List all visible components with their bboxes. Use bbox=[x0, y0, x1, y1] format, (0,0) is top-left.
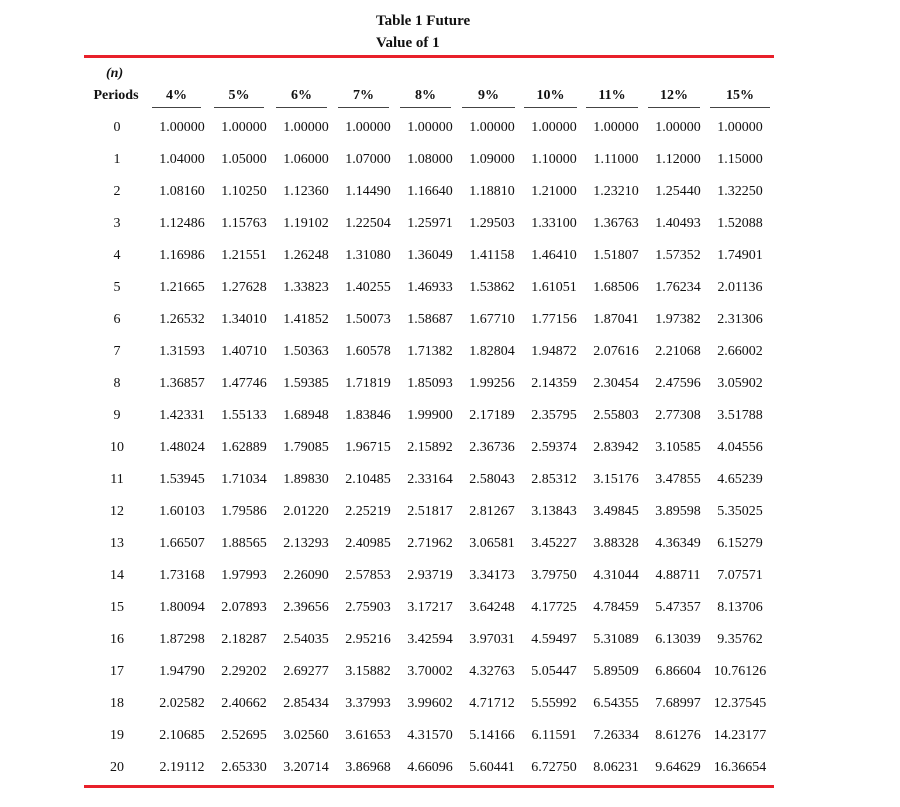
value-cell: 1.15763 bbox=[221, 216, 267, 231]
value-cell: 1.52088 bbox=[717, 216, 763, 231]
value-cell: 2.18287 bbox=[221, 632, 267, 647]
value-cell: 1.67710 bbox=[469, 312, 515, 327]
value-cell: 1.12486 bbox=[159, 216, 205, 231]
value-cell: 1.71819 bbox=[345, 376, 391, 391]
value-cell: 2.47596 bbox=[655, 376, 701, 391]
value-cell: 2.52695 bbox=[221, 728, 267, 743]
value-cell: 1.53945 bbox=[159, 472, 205, 487]
value-cell: 1.08000 bbox=[407, 152, 453, 167]
value-cell: 8.06231 bbox=[593, 760, 639, 775]
value-cell: 1.96715 bbox=[345, 440, 391, 455]
value-cell: 1.23210 bbox=[593, 184, 639, 199]
value-cell: 1.41158 bbox=[469, 248, 515, 263]
value-cell: 3.34173 bbox=[469, 568, 515, 583]
value-cell: 1.60103 bbox=[159, 504, 205, 519]
value-cell: 2.21068 bbox=[655, 344, 701, 359]
period-cell: 11 bbox=[110, 472, 124, 487]
value-cell: 1.16640 bbox=[407, 184, 453, 199]
table-row bbox=[0, 272, 900, 304]
value-cell: 2.36736 bbox=[469, 440, 515, 455]
period-cell: 7 bbox=[113, 344, 121, 359]
value-cell: 6.13039 bbox=[655, 632, 701, 647]
value-cell: 1.94872 bbox=[531, 344, 577, 359]
value-cell: 5.31089 bbox=[593, 632, 639, 647]
value-cell: 1.04000 bbox=[159, 152, 205, 167]
value-cell: 3.05902 bbox=[717, 376, 763, 391]
table-row bbox=[0, 400, 900, 432]
rate-header-7: 11% bbox=[586, 88, 638, 108]
value-cell: 2.10685 bbox=[159, 728, 205, 743]
table-row bbox=[0, 496, 900, 528]
period-cell: 3 bbox=[113, 216, 121, 231]
value-cell: 7.26334 bbox=[593, 728, 639, 743]
value-cell: 1.00000 bbox=[655, 120, 701, 135]
value-cell: 1.79586 bbox=[221, 504, 267, 519]
period-cell: 20 bbox=[110, 760, 124, 775]
value-cell: 1.53862 bbox=[469, 280, 515, 295]
value-cell: 1.36763 bbox=[593, 216, 639, 231]
value-cell: 1.99900 bbox=[407, 408, 453, 423]
table-title bbox=[376, 10, 470, 54]
value-cell: 1.99256 bbox=[469, 376, 515, 391]
value-cell: 3.51788 bbox=[717, 408, 763, 423]
value-cell: 1.36857 bbox=[159, 376, 205, 391]
value-cell: 2.31306 bbox=[717, 312, 763, 327]
value-cell: 1.32250 bbox=[717, 184, 763, 199]
table-row bbox=[0, 624, 900, 656]
value-cell: 1.61051 bbox=[531, 280, 577, 295]
value-cell: 1.00000 bbox=[221, 120, 267, 135]
value-cell: 3.88328 bbox=[593, 536, 639, 551]
value-cell: 2.66002 bbox=[717, 344, 763, 359]
value-cell: 1.51807 bbox=[593, 248, 639, 263]
value-cell: 2.39656 bbox=[283, 600, 329, 615]
bottom-rule bbox=[84, 785, 774, 788]
value-cell: 1.62889 bbox=[221, 440, 267, 455]
value-cell: 1.50363 bbox=[283, 344, 329, 359]
period-cell: 1 bbox=[113, 152, 121, 167]
value-cell: 5.47357 bbox=[655, 600, 701, 615]
table-row bbox=[0, 240, 900, 272]
table-title-line-2: Value of 1 bbox=[376, 35, 440, 51]
value-cell: 3.49845 bbox=[593, 504, 639, 519]
table-row bbox=[0, 688, 900, 720]
value-cell: 2.01220 bbox=[283, 504, 329, 519]
value-cell: 1.33100 bbox=[531, 216, 577, 231]
value-cell: 1.12360 bbox=[283, 184, 329, 199]
value-cell: 2.29202 bbox=[221, 664, 267, 679]
value-cell: 2.71962 bbox=[407, 536, 453, 551]
value-cell: 3.70002 bbox=[407, 664, 453, 679]
value-cell: 1.71382 bbox=[407, 344, 453, 359]
value-cell: 2.19112 bbox=[159, 760, 205, 775]
value-cell: 4.78459 bbox=[593, 600, 639, 615]
value-cell: 1.18810 bbox=[469, 184, 515, 199]
rate-header-4: 8% bbox=[400, 88, 451, 108]
value-cell: 1.77156 bbox=[531, 312, 577, 327]
value-cell: 2.57853 bbox=[345, 568, 391, 583]
value-cell: 2.30454 bbox=[593, 376, 639, 391]
value-cell: 6.54355 bbox=[593, 696, 639, 711]
table-row bbox=[0, 176, 900, 208]
value-cell: 2.07616 bbox=[593, 344, 639, 359]
value-cell: 5.89509 bbox=[593, 664, 639, 679]
value-cell: 2.07893 bbox=[221, 600, 267, 615]
value-cell: 2.59374 bbox=[531, 440, 577, 455]
value-cell: 1.55133 bbox=[221, 408, 267, 423]
value-cell: 4.31570 bbox=[407, 728, 453, 743]
value-cell: 1.40493 bbox=[655, 216, 701, 231]
table-row bbox=[0, 208, 900, 240]
value-cell: 1.48024 bbox=[159, 440, 205, 455]
period-cell: 2 bbox=[113, 184, 121, 199]
value-cell: 5.35025 bbox=[717, 504, 763, 519]
period-cell: 15 bbox=[110, 600, 124, 615]
value-cell: 8.61276 bbox=[655, 728, 701, 743]
period-cell: 5 bbox=[113, 280, 121, 295]
table-row bbox=[0, 656, 900, 688]
value-cell: 3.17217 bbox=[407, 600, 453, 615]
value-cell: 1.82804 bbox=[469, 344, 515, 359]
top-rule bbox=[84, 55, 774, 58]
value-cell: 1.00000 bbox=[469, 120, 515, 135]
value-cell: 2.35795 bbox=[531, 408, 577, 423]
value-cell: 3.37993 bbox=[345, 696, 391, 711]
value-cell: 2.14359 bbox=[531, 376, 577, 391]
value-cell: 3.99602 bbox=[407, 696, 453, 711]
value-cell: 14.23177 bbox=[713, 728, 767, 743]
value-cell: 1.09000 bbox=[469, 152, 515, 167]
n-label: (n) bbox=[106, 66, 124, 81]
value-cell: 2.02582 bbox=[159, 696, 205, 711]
value-cell: 1.21551 bbox=[221, 248, 267, 263]
rate-header-9: 15% bbox=[710, 88, 770, 108]
value-cell: 2.25219 bbox=[345, 504, 391, 519]
rate-header-0: 4% bbox=[152, 88, 201, 108]
value-cell: 3.89598 bbox=[655, 504, 701, 519]
value-cell: 3.02560 bbox=[283, 728, 329, 743]
table-row bbox=[0, 560, 900, 592]
value-cell: 1.26532 bbox=[159, 312, 205, 327]
value-cell: 5.55992 bbox=[531, 696, 577, 711]
value-cell: 1.97382 bbox=[655, 312, 701, 327]
value-cell: 2.51817 bbox=[407, 504, 453, 519]
value-cell: 1.00000 bbox=[345, 120, 391, 135]
value-cell: 1.31080 bbox=[345, 248, 391, 263]
value-cell: 1.74901 bbox=[717, 248, 763, 263]
rate-header-6: 10% bbox=[524, 88, 577, 108]
value-cell: 1.68948 bbox=[283, 408, 329, 423]
value-cell: 3.06581 bbox=[469, 536, 515, 551]
value-cell: 1.47746 bbox=[221, 376, 267, 391]
table-row bbox=[0, 144, 900, 176]
rate-header-3: 7% bbox=[338, 88, 389, 108]
value-cell: 16.36654 bbox=[713, 760, 767, 775]
value-cell: 1.21665 bbox=[159, 280, 205, 295]
value-cell: 1.83846 bbox=[345, 408, 391, 423]
value-cell: 1.05000 bbox=[221, 152, 267, 167]
value-cell: 1.10250 bbox=[221, 184, 267, 199]
table-title-line-1: Table 1 Future bbox=[376, 13, 471, 29]
value-cell: 4.71712 bbox=[469, 696, 515, 711]
value-cell: 4.59497 bbox=[531, 632, 577, 647]
table-row bbox=[0, 304, 900, 336]
value-cell: 1.06000 bbox=[283, 152, 329, 167]
value-cell: 2.77308 bbox=[655, 408, 701, 423]
value-cell: 3.61653 bbox=[345, 728, 391, 743]
value-cell: 1.29503 bbox=[469, 216, 515, 231]
table-row bbox=[0, 112, 900, 144]
value-cell: 1.12000 bbox=[655, 152, 701, 167]
value-cell: 1.68506 bbox=[593, 280, 639, 295]
rate-header-2: 6% bbox=[276, 88, 327, 108]
value-cell: 3.20714 bbox=[283, 760, 329, 775]
value-cell: 1.21000 bbox=[531, 184, 577, 199]
value-cell: 1.46410 bbox=[531, 248, 577, 263]
value-cell: 1.66507 bbox=[159, 536, 205, 551]
period-cell: 8 bbox=[113, 376, 121, 391]
value-cell: 4.88711 bbox=[655, 568, 701, 583]
rate-header-5: 9% bbox=[462, 88, 515, 108]
value-cell: 1.40710 bbox=[221, 344, 267, 359]
value-cell: 1.26248 bbox=[283, 248, 329, 263]
value-cell: 2.85434 bbox=[283, 696, 329, 711]
value-cell: 5.14166 bbox=[469, 728, 515, 743]
value-cell: 6.11591 bbox=[531, 728, 577, 743]
value-cell: 1.33823 bbox=[283, 280, 329, 295]
value-cell: 1.00000 bbox=[717, 120, 763, 135]
period-cell: 17 bbox=[110, 664, 124, 679]
value-cell: 4.31044 bbox=[593, 568, 639, 583]
value-cell: 3.10585 bbox=[655, 440, 701, 455]
value-cell: 1.46933 bbox=[407, 280, 453, 295]
table-row bbox=[0, 592, 900, 624]
value-cell: 1.60578 bbox=[345, 344, 391, 359]
value-cell: 2.33164 bbox=[407, 472, 453, 487]
value-cell: 3.45227 bbox=[531, 536, 577, 551]
value-cell: 4.32763 bbox=[469, 664, 515, 679]
value-cell: 1.87298 bbox=[159, 632, 205, 647]
value-cell: 4.36349 bbox=[655, 536, 701, 551]
value-cell: 1.00000 bbox=[407, 120, 453, 135]
value-cell: 1.25971 bbox=[407, 216, 453, 231]
value-cell: 1.76234 bbox=[655, 280, 701, 295]
value-cell: 2.40985 bbox=[345, 536, 391, 551]
value-cell: 1.80094 bbox=[159, 600, 205, 615]
value-cell: 2.93719 bbox=[407, 568, 453, 583]
value-cell: 6.86604 bbox=[655, 664, 701, 679]
value-cell: 3.13843 bbox=[531, 504, 577, 519]
value-cell: 3.79750 bbox=[531, 568, 577, 583]
value-cell: 7.07571 bbox=[717, 568, 763, 583]
value-cell: 2.95216 bbox=[345, 632, 391, 647]
table-row bbox=[0, 432, 900, 464]
value-cell: 3.97031 bbox=[469, 632, 515, 647]
value-cell: 2.58043 bbox=[469, 472, 515, 487]
period-cell: 12 bbox=[110, 504, 124, 519]
value-cell: 2.55803 bbox=[593, 408, 639, 423]
value-cell: 2.65330 bbox=[221, 760, 267, 775]
value-cell: 9.35762 bbox=[717, 632, 763, 647]
value-cell: 3.15176 bbox=[593, 472, 639, 487]
value-cell: 1.50073 bbox=[345, 312, 391, 327]
value-cell: 2.26090 bbox=[283, 568, 329, 583]
value-cell: 1.00000 bbox=[159, 120, 205, 135]
value-cell: 6.72750 bbox=[531, 760, 577, 775]
value-cell: 1.42331 bbox=[159, 408, 205, 423]
value-cell: 2.83942 bbox=[593, 440, 639, 455]
value-cell: 3.15882 bbox=[345, 664, 391, 679]
value-cell: 3.64248 bbox=[469, 600, 515, 615]
value-cell: 4.17725 bbox=[531, 600, 577, 615]
value-cell: 4.04556 bbox=[717, 440, 763, 455]
value-cell: 2.13293 bbox=[283, 536, 329, 551]
period-cell: 10 bbox=[110, 440, 124, 455]
period-cell: 9 bbox=[113, 408, 121, 423]
value-cell: 1.19102 bbox=[283, 216, 329, 231]
value-cell: 2.40662 bbox=[221, 696, 267, 711]
value-cell: 1.07000 bbox=[345, 152, 391, 167]
value-cell: 1.89830 bbox=[283, 472, 329, 487]
value-cell: 1.36049 bbox=[407, 248, 453, 263]
table-row bbox=[0, 464, 900, 496]
value-cell: 2.10485 bbox=[345, 472, 391, 487]
rate-header-8: 12% bbox=[648, 88, 700, 108]
value-cell: 2.69277 bbox=[283, 664, 329, 679]
value-cell: 12.37545 bbox=[713, 696, 767, 711]
value-cell: 1.34010 bbox=[221, 312, 267, 327]
value-cell: 1.27628 bbox=[221, 280, 267, 295]
value-cell: 6.15279 bbox=[717, 536, 763, 551]
value-cell: 5.05447 bbox=[531, 664, 577, 679]
value-cell: 1.57352 bbox=[655, 248, 701, 263]
table-row bbox=[0, 528, 900, 560]
value-cell: 1.71034 bbox=[221, 472, 267, 487]
value-cell: 1.31593 bbox=[159, 344, 205, 359]
period-cell: 19 bbox=[110, 728, 124, 743]
value-cell: 1.00000 bbox=[593, 120, 639, 135]
value-cell: 3.86968 bbox=[345, 760, 391, 775]
table-row bbox=[0, 720, 900, 752]
value-cell: 1.25440 bbox=[655, 184, 701, 199]
value-cell: 2.15892 bbox=[407, 440, 453, 455]
value-cell: 1.10000 bbox=[531, 152, 577, 167]
value-cell: 1.58687 bbox=[407, 312, 453, 327]
period-cell: 16 bbox=[110, 632, 124, 647]
value-cell: 8.13706 bbox=[717, 600, 763, 615]
value-cell: 1.15000 bbox=[717, 152, 763, 167]
value-cell: 1.79085 bbox=[283, 440, 329, 455]
value-cell: 9.64629 bbox=[655, 760, 701, 775]
value-cell: 1.87041 bbox=[593, 312, 639, 327]
value-cell: 2.17189 bbox=[469, 408, 515, 423]
rate-header-1: 5% bbox=[214, 88, 264, 108]
value-cell: 1.40255 bbox=[345, 280, 391, 295]
value-cell: 1.94790 bbox=[159, 664, 205, 679]
table-row bbox=[0, 336, 900, 368]
value-cell: 1.00000 bbox=[531, 120, 577, 135]
value-cell: 4.66096 bbox=[407, 760, 453, 775]
value-cell: 3.42594 bbox=[407, 632, 453, 647]
value-cell: 1.59385 bbox=[283, 376, 329, 391]
periods-header: Periods bbox=[93, 88, 139, 103]
value-cell: 1.97993 bbox=[221, 568, 267, 583]
period-cell: 13 bbox=[110, 536, 124, 551]
value-cell: 10.76126 bbox=[713, 664, 767, 679]
value-cell: 1.11000 bbox=[593, 152, 639, 167]
value-cell: 1.88565 bbox=[221, 536, 267, 551]
value-cell: 2.81267 bbox=[469, 504, 515, 519]
period-cell: 4 bbox=[113, 248, 121, 263]
value-cell: 1.85093 bbox=[407, 376, 453, 391]
value-cell: 1.16986 bbox=[159, 248, 205, 263]
value-cell: 2.01136 bbox=[717, 280, 763, 295]
period-cell: 6 bbox=[113, 312, 121, 327]
value-cell: 2.54035 bbox=[283, 632, 329, 647]
value-cell: 1.14490 bbox=[345, 184, 391, 199]
value-cell: 1.00000 bbox=[283, 120, 329, 135]
value-cell: 1.22504 bbox=[345, 216, 391, 231]
value-cell: 1.41852 bbox=[283, 312, 329, 327]
period-cell: 14 bbox=[110, 568, 124, 583]
period-cell: 18 bbox=[110, 696, 124, 711]
value-cell: 2.75903 bbox=[345, 600, 391, 615]
value-cell: 5.60441 bbox=[469, 760, 515, 775]
value-cell: 4.65239 bbox=[717, 472, 763, 487]
period-cell: 0 bbox=[113, 120, 121, 135]
value-cell: 1.08160 bbox=[159, 184, 205, 199]
table-row bbox=[0, 752, 900, 784]
value-cell: 2.85312 bbox=[531, 472, 577, 487]
table-row bbox=[0, 368, 900, 400]
value-cell: 1.73168 bbox=[159, 568, 205, 583]
value-cell: 7.68997 bbox=[655, 696, 701, 711]
value-cell: 3.47855 bbox=[655, 472, 701, 487]
